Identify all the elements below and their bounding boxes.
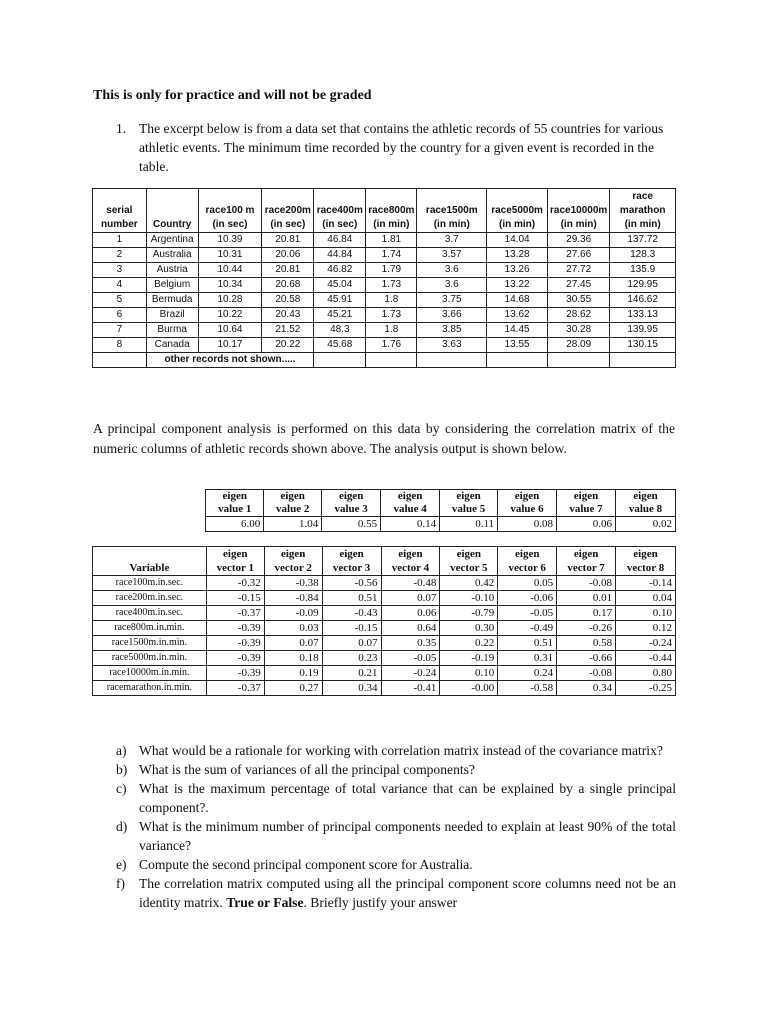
sub-question-text: What is the sum of variances of all the principal components? (139, 762, 475, 777)
loading-cell: -0.24 (616, 636, 676, 651)
table-cell: 20.68 (262, 278, 314, 293)
loading-cell: -0.09 (264, 606, 322, 621)
table-cell (610, 353, 676, 368)
table-cell: 1.73 (366, 308, 417, 323)
table-row (93, 621, 676, 636)
eigenvalue-header (381, 490, 440, 517)
variable-cell: race200m.in.sec. (93, 591, 207, 606)
table-cell: 27.66 (548, 248, 610, 263)
header-line: value 3 (334, 503, 368, 515)
table-cell: 20.43 (262, 308, 314, 323)
header-cell: serial (93, 204, 147, 218)
loading-cell: -0.49 (498, 621, 557, 636)
sub-question-text: Compute the second principal component score for Australia. (139, 857, 473, 872)
variable-header: Variable (93, 547, 207, 576)
loading-cell: 0.21 (322, 666, 381, 681)
header-line: eigen (515, 548, 540, 560)
variable-cell: race5000m.in.min. (93, 651, 207, 666)
table-cell: 3.6 (417, 278, 487, 293)
loading-cell: 0.10 (440, 666, 498, 681)
header-cell (548, 189, 610, 205)
header-line: eigen (339, 548, 364, 560)
table-cell: 3.66 (417, 308, 487, 323)
sub-question-text: The correlation matrix computed using all the principal component score columns need not be an identity matrix. (139, 876, 676, 910)
header-cell: (in min) (548, 218, 610, 233)
table-cell: 30.28 (548, 323, 610, 338)
loading-cell: 0.51 (322, 591, 381, 606)
header-cell: (in min) (487, 218, 548, 233)
loading-cell: -0.19 (440, 651, 498, 666)
header-cell: (in sec) (262, 218, 314, 233)
loading-cell: 0.07 (264, 636, 322, 651)
loading-cell: 0.31 (498, 651, 557, 666)
loading-cell: -0.10 (440, 591, 498, 606)
loading-cell: 0.27 (264, 681, 322, 696)
table-cell: 45.91 (314, 293, 366, 308)
loading-cell: 0.19 (264, 666, 322, 681)
table-cell: Austria (146, 263, 198, 278)
loading-cell: -0.14 (616, 576, 676, 591)
header-cell: race5000m (487, 204, 548, 218)
loading-cell: -0.08 (557, 666, 616, 681)
table-cell: 13.28 (487, 248, 548, 263)
header-line: value 6 (510, 503, 544, 515)
loading-cell: -0.32 (206, 576, 264, 591)
table-cell: 1.8 (366, 323, 417, 338)
sub-question-label: c) (116, 781, 127, 796)
sub-question-text: What is the maximum percentage of total variance that can be explained by a single principal component?. (139, 781, 676, 815)
loading-cell: 0.42 (440, 576, 498, 591)
table-cell: 6 (93, 308, 147, 323)
table-cell: 29.36 (548, 233, 610, 248)
table-cell: 27.72 (548, 263, 610, 278)
header-cell: race100 m (198, 204, 262, 218)
loading-cell: -0.84 (264, 591, 322, 606)
eigenvalue-cell: 0.02 (615, 517, 675, 532)
variable-cell: race100m.in.sec. (93, 576, 207, 591)
header-line: eigen (573, 548, 599, 560)
table-cell: 2 (93, 248, 147, 263)
table-cell: 46.82 (314, 263, 366, 278)
table-cell: 3.63 (417, 338, 487, 353)
loading-cell: -0.06 (498, 591, 557, 606)
table-cell: 13.55 (487, 338, 548, 353)
header-cell (487, 189, 548, 205)
table-cell: 45.04 (314, 278, 366, 293)
header-line: vector 8 (626, 562, 665, 574)
loading-cell: -0.37 (206, 606, 264, 621)
table-cell: 10.28 (198, 293, 262, 308)
loading-cell: -0.08 (557, 576, 616, 591)
header-cell (417, 189, 487, 205)
table-cell: 13.22 (487, 278, 548, 293)
loading-cell: 0.18 (264, 651, 322, 666)
table-cell (366, 353, 417, 368)
table-cell: 10.22 (198, 308, 262, 323)
table-row (93, 338, 676, 353)
eigenvalue-header (206, 490, 264, 517)
loading-cell: -0.15 (206, 591, 264, 606)
loading-cell: 0.04 (616, 591, 676, 606)
table-cell: Australia (146, 248, 198, 263)
header-line: eigen (633, 490, 658, 502)
loading-cell: 0.03 (264, 621, 322, 636)
loading-cell: -0.56 (322, 576, 381, 591)
sub-question-label: a) (116, 743, 127, 758)
loading-cell: -0.26 (557, 621, 616, 636)
header-line: eigen (398, 548, 423, 560)
loading-cell: 0.17 (557, 606, 616, 621)
header-line: eigen (514, 490, 540, 502)
table-cell: Brazil (146, 308, 198, 323)
question-number: 1. (116, 121, 127, 136)
table-row (93, 263, 676, 278)
header-line: vector 7 (567, 562, 605, 574)
header-line: vector 6 (508, 562, 546, 574)
header-cell: number (93, 218, 147, 233)
table-cell (93, 353, 147, 368)
table-cell: 1.74 (366, 248, 417, 263)
header-cell: (in min) (417, 218, 487, 233)
loading-cell: 0.34 (322, 681, 381, 696)
loading-cell: -0.79 (440, 606, 498, 621)
table-row (93, 591, 676, 606)
table-cell: 20.06 (262, 248, 314, 263)
header-line: value 8 (628, 503, 663, 515)
header-cell: (in sec) (314, 218, 366, 233)
table-row (93, 576, 676, 591)
table-row (93, 248, 676, 263)
variable-cell: race800m.in.min. (93, 621, 207, 636)
table-cell: 10.64 (198, 323, 262, 338)
header-line: eigen (456, 548, 482, 560)
loading-cell: 0.22 (440, 636, 498, 651)
eigenvector-header (381, 547, 440, 576)
page-heading: This is only for practice and will not be graded (93, 88, 372, 103)
table-cell: 4 (93, 278, 147, 293)
table-cell: 3.6 (417, 263, 487, 278)
header-line: eigen (338, 490, 364, 502)
records-footer: other records not shown..... (146, 353, 314, 368)
header-cell: race (610, 189, 676, 205)
loading-cell: 0.58 (557, 636, 616, 651)
table-cell (548, 353, 610, 368)
loading-cell: -0.25 (616, 681, 676, 696)
table-cell: Bermuda (146, 293, 198, 308)
table-row (93, 278, 676, 293)
table-cell: 10.17 (198, 338, 262, 353)
table-row (93, 233, 676, 248)
table-cell: 13.62 (487, 308, 548, 323)
table-cell: 1 (93, 233, 147, 248)
table-cell: 48.3 (314, 323, 366, 338)
eigenvector-header (616, 547, 676, 576)
variable-cell: race400m.in.sec. (93, 606, 207, 621)
sub-question-a (116, 741, 676, 760)
eigenvector-header (440, 547, 498, 576)
eigenvalue-header (557, 490, 616, 517)
header-cell (198, 189, 262, 205)
loading-cell: -0.15 (322, 621, 381, 636)
table-cell: 20.81 (262, 263, 314, 278)
sub-question-label: f) (116, 876, 126, 891)
loading-cell: -0.43 (322, 606, 381, 621)
table-cell: 137.72 (610, 233, 676, 248)
loading-cell: 0.07 (322, 636, 381, 651)
variable-cell: race1500m.in.min. (93, 636, 207, 651)
table-cell: 20.22 (262, 338, 314, 353)
table-cell: 44.84 (314, 248, 366, 263)
eigenvector-header (322, 547, 381, 576)
table-cell (314, 353, 366, 368)
header-cell: race400m (314, 204, 366, 218)
header-line: eigen (456, 490, 481, 502)
sub-question-f (116, 874, 676, 912)
table-cell: 14.68 (487, 293, 548, 308)
table-cell: 14.04 (487, 233, 548, 248)
loading-cell: 0.06 (381, 606, 440, 621)
header-cell (146, 189, 198, 205)
table-cell: 20.81 (262, 233, 314, 248)
header-cell (146, 204, 198, 218)
header-cell: (in sec) (198, 218, 262, 233)
table-cell: 45.21 (314, 308, 366, 323)
sub-question-c (116, 779, 676, 817)
header-cell (314, 189, 366, 205)
eigenvalue-cell: 0.55 (322, 517, 381, 532)
table-cell: 1.8 (366, 293, 417, 308)
header-cell (262, 189, 314, 205)
loading-cell: 0.24 (498, 666, 557, 681)
loading-cell: 0.01 (557, 591, 616, 606)
header-line: value 4 (393, 503, 427, 515)
loading-cell: -0.41 (381, 681, 440, 696)
eigenvalue-header (615, 490, 675, 517)
eigenvalue-cell: 6.00 (206, 517, 264, 532)
table-cell: 27.45 (548, 278, 610, 293)
header-cell: (in min) (610, 218, 676, 233)
eigenvalue-cell: 0.06 (557, 517, 616, 532)
loading-cell: 0.35 (381, 636, 440, 651)
loading-cell: 0.51 (498, 636, 557, 651)
table-cell: 10.31 (198, 248, 262, 263)
table-cell (417, 353, 487, 368)
loading-cell: 0.10 (616, 606, 676, 621)
table-row (93, 651, 676, 666)
loading-cell: 0.64 (381, 621, 440, 636)
table-cell: 45.68 (314, 338, 366, 353)
loading-cell: -0.24 (381, 666, 440, 681)
table-cell: 10.39 (198, 233, 262, 248)
table-cell: Burma (146, 323, 198, 338)
table-cell: 3.85 (417, 323, 487, 338)
loading-cell: -0.66 (557, 651, 616, 666)
table-cell: 14.45 (487, 323, 548, 338)
eigenvalue-header (498, 490, 557, 517)
table-cell: 135.9 (610, 263, 676, 278)
header-cell: marathon (610, 204, 676, 218)
table-cell: 7 (93, 323, 147, 338)
header-line: vector 2 (274, 562, 312, 574)
eigenvector-header (557, 547, 616, 576)
header-line: vector 4 (391, 562, 430, 574)
loading-cell: 0.05 (498, 576, 557, 591)
loading-cell: 0.12 (616, 621, 676, 636)
table-row (93, 308, 676, 323)
table-cell: Belgium (146, 278, 198, 293)
table-cell: 3.7 (417, 233, 487, 248)
eigenvalue-cell: 0.14 (381, 517, 440, 532)
eigenvalue-header (264, 490, 322, 517)
loading-cell: 0.07 (381, 591, 440, 606)
header-line: vector 1 (216, 562, 254, 574)
header-cell (366, 189, 417, 205)
table-cell: 10.34 (198, 278, 262, 293)
loading-cell: -0.00 (440, 681, 498, 696)
table-row (93, 323, 676, 338)
true-or-false: True or False (226, 895, 304, 910)
eigenvector-header (206, 547, 264, 576)
table-cell: 3.75 (417, 293, 487, 308)
table-cell: 28.09 (548, 338, 610, 353)
loading-cell: 0.80 (616, 666, 676, 681)
loading-cell: -0.39 (206, 666, 264, 681)
table-cell: Argentina (146, 233, 198, 248)
header-line: vector 5 (450, 562, 488, 574)
header-line: eigen (573, 490, 599, 502)
question-text: The excerpt below is from a data set that contains the athletic records of 55 countries for various athletic events. The minimum time recorded by the country for a given event is recorded in the table. (139, 121, 664, 174)
athletic-records-table (92, 188, 676, 368)
table-cell: 3.57 (417, 248, 487, 263)
eigenvalues-table (92, 489, 676, 532)
loading-cell: -0.05 (498, 606, 557, 621)
table-cell: 129.95 (610, 278, 676, 293)
table-cell: 139.95 (610, 323, 676, 338)
loading-cell: 0.30 (440, 621, 498, 636)
header-cell: race10000m (548, 204, 610, 218)
table-cell: 5 (93, 293, 147, 308)
eigenvector-header (264, 547, 322, 576)
table-cell: 130.15 (610, 338, 676, 353)
sub-question-b (116, 760, 676, 779)
loading-cell: -0.39 (206, 636, 264, 651)
table-cell: 133.13 (610, 308, 676, 323)
header-line: eigen (222, 490, 247, 502)
table-row (93, 606, 676, 621)
loading-cell: -0.37 (206, 681, 264, 696)
blank-cell (92, 490, 206, 517)
header-line: eigen (223, 548, 248, 560)
loading-cell: -0.39 (206, 621, 264, 636)
eigenvector-header (498, 547, 557, 576)
header-line: value 5 (451, 503, 486, 515)
loading-cell: 0.34 (557, 681, 616, 696)
header-line: value 1 (218, 503, 252, 515)
table-cell: 21.52 (262, 323, 314, 338)
table-cell: 146.62 (610, 293, 676, 308)
table-cell: 1.81 (366, 233, 417, 248)
loading-cell: -0.58 (498, 681, 557, 696)
header-line: vector 3 (332, 562, 371, 574)
table-cell: 3 (93, 263, 147, 278)
eigenvalue-cell: 0.11 (440, 517, 498, 532)
table-row (93, 666, 676, 681)
header-line: eigen (397, 490, 423, 502)
variable-cell: racemarathon.in.min. (93, 681, 207, 696)
table-cell: 46.84 (314, 233, 366, 248)
header-cell (93, 189, 147, 205)
table-row (93, 636, 676, 651)
header-cell: race1500m (417, 204, 487, 218)
blank-cell (92, 517, 206, 532)
pca-paragraph: A principal component analysis is performed on this data by considering the correlation matrix of the numeric columns of athletic records shown above. The analysis output is shown below. (93, 421, 675, 456)
loading-cell: -0.05 (381, 651, 440, 666)
eigenvalue-header (322, 490, 381, 517)
table-cell: 1.79 (366, 263, 417, 278)
sub-question-e (116, 855, 676, 874)
table-cell: 30.55 (548, 293, 610, 308)
table-row (93, 293, 676, 308)
sub-question-label: b) (116, 762, 128, 777)
sub-question-label: e) (116, 857, 127, 872)
loading-cell: -0.44 (616, 651, 676, 666)
eigenvalue-cell: 0.08 (498, 517, 557, 532)
table-cell (487, 353, 548, 368)
table-row (93, 681, 676, 696)
table-cell: 1.73 (366, 278, 417, 293)
table-cell: 20.58 (262, 293, 314, 308)
loading-cell: -0.38 (264, 576, 322, 591)
header-line: eigen (633, 548, 658, 560)
table-cell: 28.62 (548, 308, 610, 323)
loading-cell: 0.23 (322, 651, 381, 666)
header-line: value 7 (569, 503, 603, 515)
loading-cell: -0.39 (206, 651, 264, 666)
variable-cell: race10000m.in.min. (93, 666, 207, 681)
sub-question-d (116, 817, 676, 855)
header-line: value 2 (276, 503, 310, 515)
header-cell: race200m (262, 204, 314, 218)
table-cell: 13.26 (487, 263, 548, 278)
sub-question-text: What would be a rationale for working with correlation matrix instead of the covariance matrix? (139, 743, 663, 758)
header-cell: Country (146, 218, 198, 233)
loading-cell: -0.48 (381, 576, 440, 591)
sub-question-text: What is the minimum number of principal components needed to explain at least 90% of the total variance? (139, 819, 676, 853)
eigenvalue-header (440, 490, 498, 517)
table-cell: 1.76 (366, 338, 417, 353)
table-cell: Canada (146, 338, 198, 353)
sub-question-label: d) (116, 819, 128, 834)
table-cell: 128.3 (610, 248, 676, 263)
sub-question-text-end: . Briefly justify your answer (303, 895, 458, 910)
sub-questions (116, 741, 676, 912)
header-line: eigen (280, 548, 306, 560)
header-line: eigen (280, 490, 305, 502)
table-cell: 10.44 (198, 263, 262, 278)
eigenvalue-cell: 1.04 (264, 517, 322, 532)
eigenvectors-table (92, 546, 676, 696)
table-cell: 8 (93, 338, 147, 353)
header-cell: race800m (366, 204, 417, 218)
header-cell: (in min) (366, 218, 417, 233)
